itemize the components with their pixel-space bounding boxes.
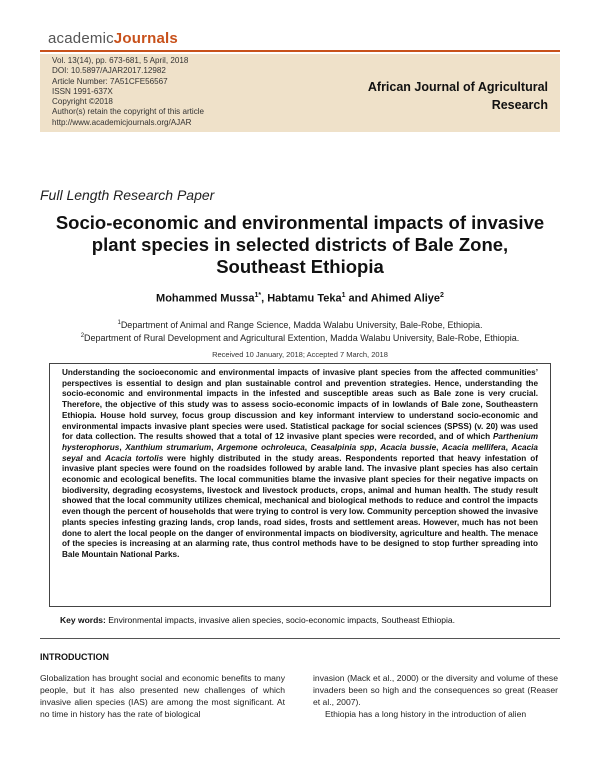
keywords-label: Key words: (60, 615, 106, 625)
affiliation (40, 331, 560, 344)
section-divider (40, 638, 560, 639)
author-affil-mark: 1* (254, 292, 262, 299)
author-separator: and (345, 292, 371, 305)
abstract-separator: , (374, 442, 381, 452)
species-name: Parthenium hysterophorus (62, 432, 538, 452)
title-line: Socio-economic and environmental impacts of invasive (55, 212, 545, 233)
journal-name (348, 78, 548, 114)
meta-copyright: Copyright ©2018 (52, 97, 113, 107)
author-name: Habtamu Teka (267, 292, 342, 305)
paper-title (40, 212, 560, 278)
title-line: Southeast Ethiopia (216, 256, 384, 277)
abstract-separator: , (119, 442, 126, 452)
article-meta-box (40, 54, 560, 132)
abstract-separator: , (304, 442, 311, 452)
title-line: plant species in selected districts of Bale Zone, (91, 234, 509, 255)
article-type: Full Length Research Paper (40, 187, 215, 203)
logo-suffix: Journals (113, 30, 178, 47)
abstract-separator: and (82, 453, 106, 463)
abstract-text: Understanding the socioeconomic and environmental impacts of invasive plant species from the affected communities’ perspectives is essential to design and plan sustainable control and prevention strategies. Hence, understanding the socio-economic and environmental impacts in the infested and susceptible areas such as Bale zone is very crucial. Therefore, the objective of this study was to assess socio-economic impacts of in lowlands of Bale zone, Southeastern Ethiopia. House hold survey, focus group discussion and key informant interview to understand socio-economic and environmental impacts invasive plant species were used. Statistical package for social sciences (SPSS) (v. 20) was used for data collection. The results showed that a total of 12 invasive plant species were recorded, and of which (62, 368, 538, 442)
journal-name-line2: Research (491, 98, 548, 112)
header-rule (40, 50, 560, 52)
author-list (40, 292, 560, 305)
abstract-separator: , (505, 442, 512, 452)
meta-rights: Author(s) retain the copyright of this article (52, 107, 205, 117)
author-affil-mark: 1 (341, 292, 346, 299)
keywords-text: Environmental impacts, invasive alien species, socio-economic impacts, Southeast Ethiopia. (105, 615, 455, 625)
article-meta (52, 56, 204, 128)
abstract-text: were highly distributed in the study areas. Respondents reported that heavy infestation of invasive plant species were found on the roadsides followed by arable land. The invasive plant species has also certain economic and ecological benefits. The local communities blame the invasive plant species for their negative impacts on biodiversity, degrading ecosystems, livestock and livestock products, crops, animal and human health. The study result showed that the local community utilizes chemical, mechanical and biological methods to reduce and control the impacts even though the percent of households that were trying to control is very low. Community perception showed the invasive plants species infesting grazing lands, crop lands, road sides, frosts and settlement areas. However, much has not been done to alert the local people on the danger of environmental impacts on biodiversity, agriculture and health. The menace of the species is increasing at an alarming rate, thus control methods have to be designed to stop further spreading into Bale Mountain National Parks. (62, 453, 539, 559)
affiliation-text: Department of Rural Development and Agricultural Extention, Madda Walabu University, Bale-Robe, Ethiopia. (84, 333, 520, 343)
species-name: Acacia tortolis (105, 453, 164, 463)
author-name: Ahimed Aliye (370, 292, 441, 305)
author-affil-mark: 2 (440, 292, 444, 299)
author-name: Mohammed Mussa (156, 292, 255, 305)
species-name: Xanthium strumarium (125, 442, 212, 452)
author-separator: , (261, 292, 268, 305)
abstract-box (49, 363, 551, 607)
abstract-separator: , (436, 442, 442, 452)
meta-volume: Vol. 13(14), pp. 673-681, 5 April, 2018 (52, 56, 189, 65)
meta-doi: DOI: 10.5897/AJAR2017.12982 (52, 66, 166, 76)
body-paragraph: Ethiopia has a long history in the introduction of alien (325, 709, 527, 719)
meta-article-number: Article Number: 7A51CFE56567 (52, 76, 168, 86)
affiliation-text: Department of Animal and Range Science, Madda Walabu University, Bale-Robe, Ethiopia. (120, 320, 483, 330)
body-column-left (40, 672, 285, 720)
affiliation-mark: 1 (117, 320, 121, 326)
affiliations (40, 318, 560, 344)
species-name: Ceasalpinia spp (310, 442, 375, 452)
keywords (60, 615, 550, 625)
journal-name-line1: African Journal of Agricultural (367, 80, 548, 94)
meta-url[interactable]: http://www.academicjournals.org/AJAR (52, 117, 192, 127)
body-paragraph: Globalization has brought social and economic benefits to many people, but it has also presented new challenges of which invasive alien species (IAS) are among the most significant. At no time in history has the rate of biological (40, 673, 285, 719)
body-column-right (313, 672, 558, 720)
species-name: Acacia mellifera (442, 442, 506, 452)
logo-prefix: academic (48, 30, 114, 47)
received-accepted-dates: Received 10 January, 2018; Accepted 7 March, 2018 (212, 350, 388, 359)
species-name: Argemone ochroleuca (217, 442, 305, 452)
body-paragraph: invasion (Mack et al., 2000) or the diversity and volume of these invaders been so high and the consequences so great (Reaser et al., 2007). (313, 673, 558, 707)
species-name: Acacia seyal (62, 442, 538, 463)
abstract-separator: , (211, 442, 218, 452)
affiliation (40, 318, 560, 331)
abstract (62, 368, 538, 561)
meta-issn: ISSN 1991-637X (52, 86, 113, 96)
section-heading-introduction: INTRODUCTION (40, 652, 109, 662)
species-name: Acacia bussie (380, 442, 437, 452)
journal-logo (48, 30, 178, 47)
affiliation-mark: 2 (80, 333, 85, 339)
